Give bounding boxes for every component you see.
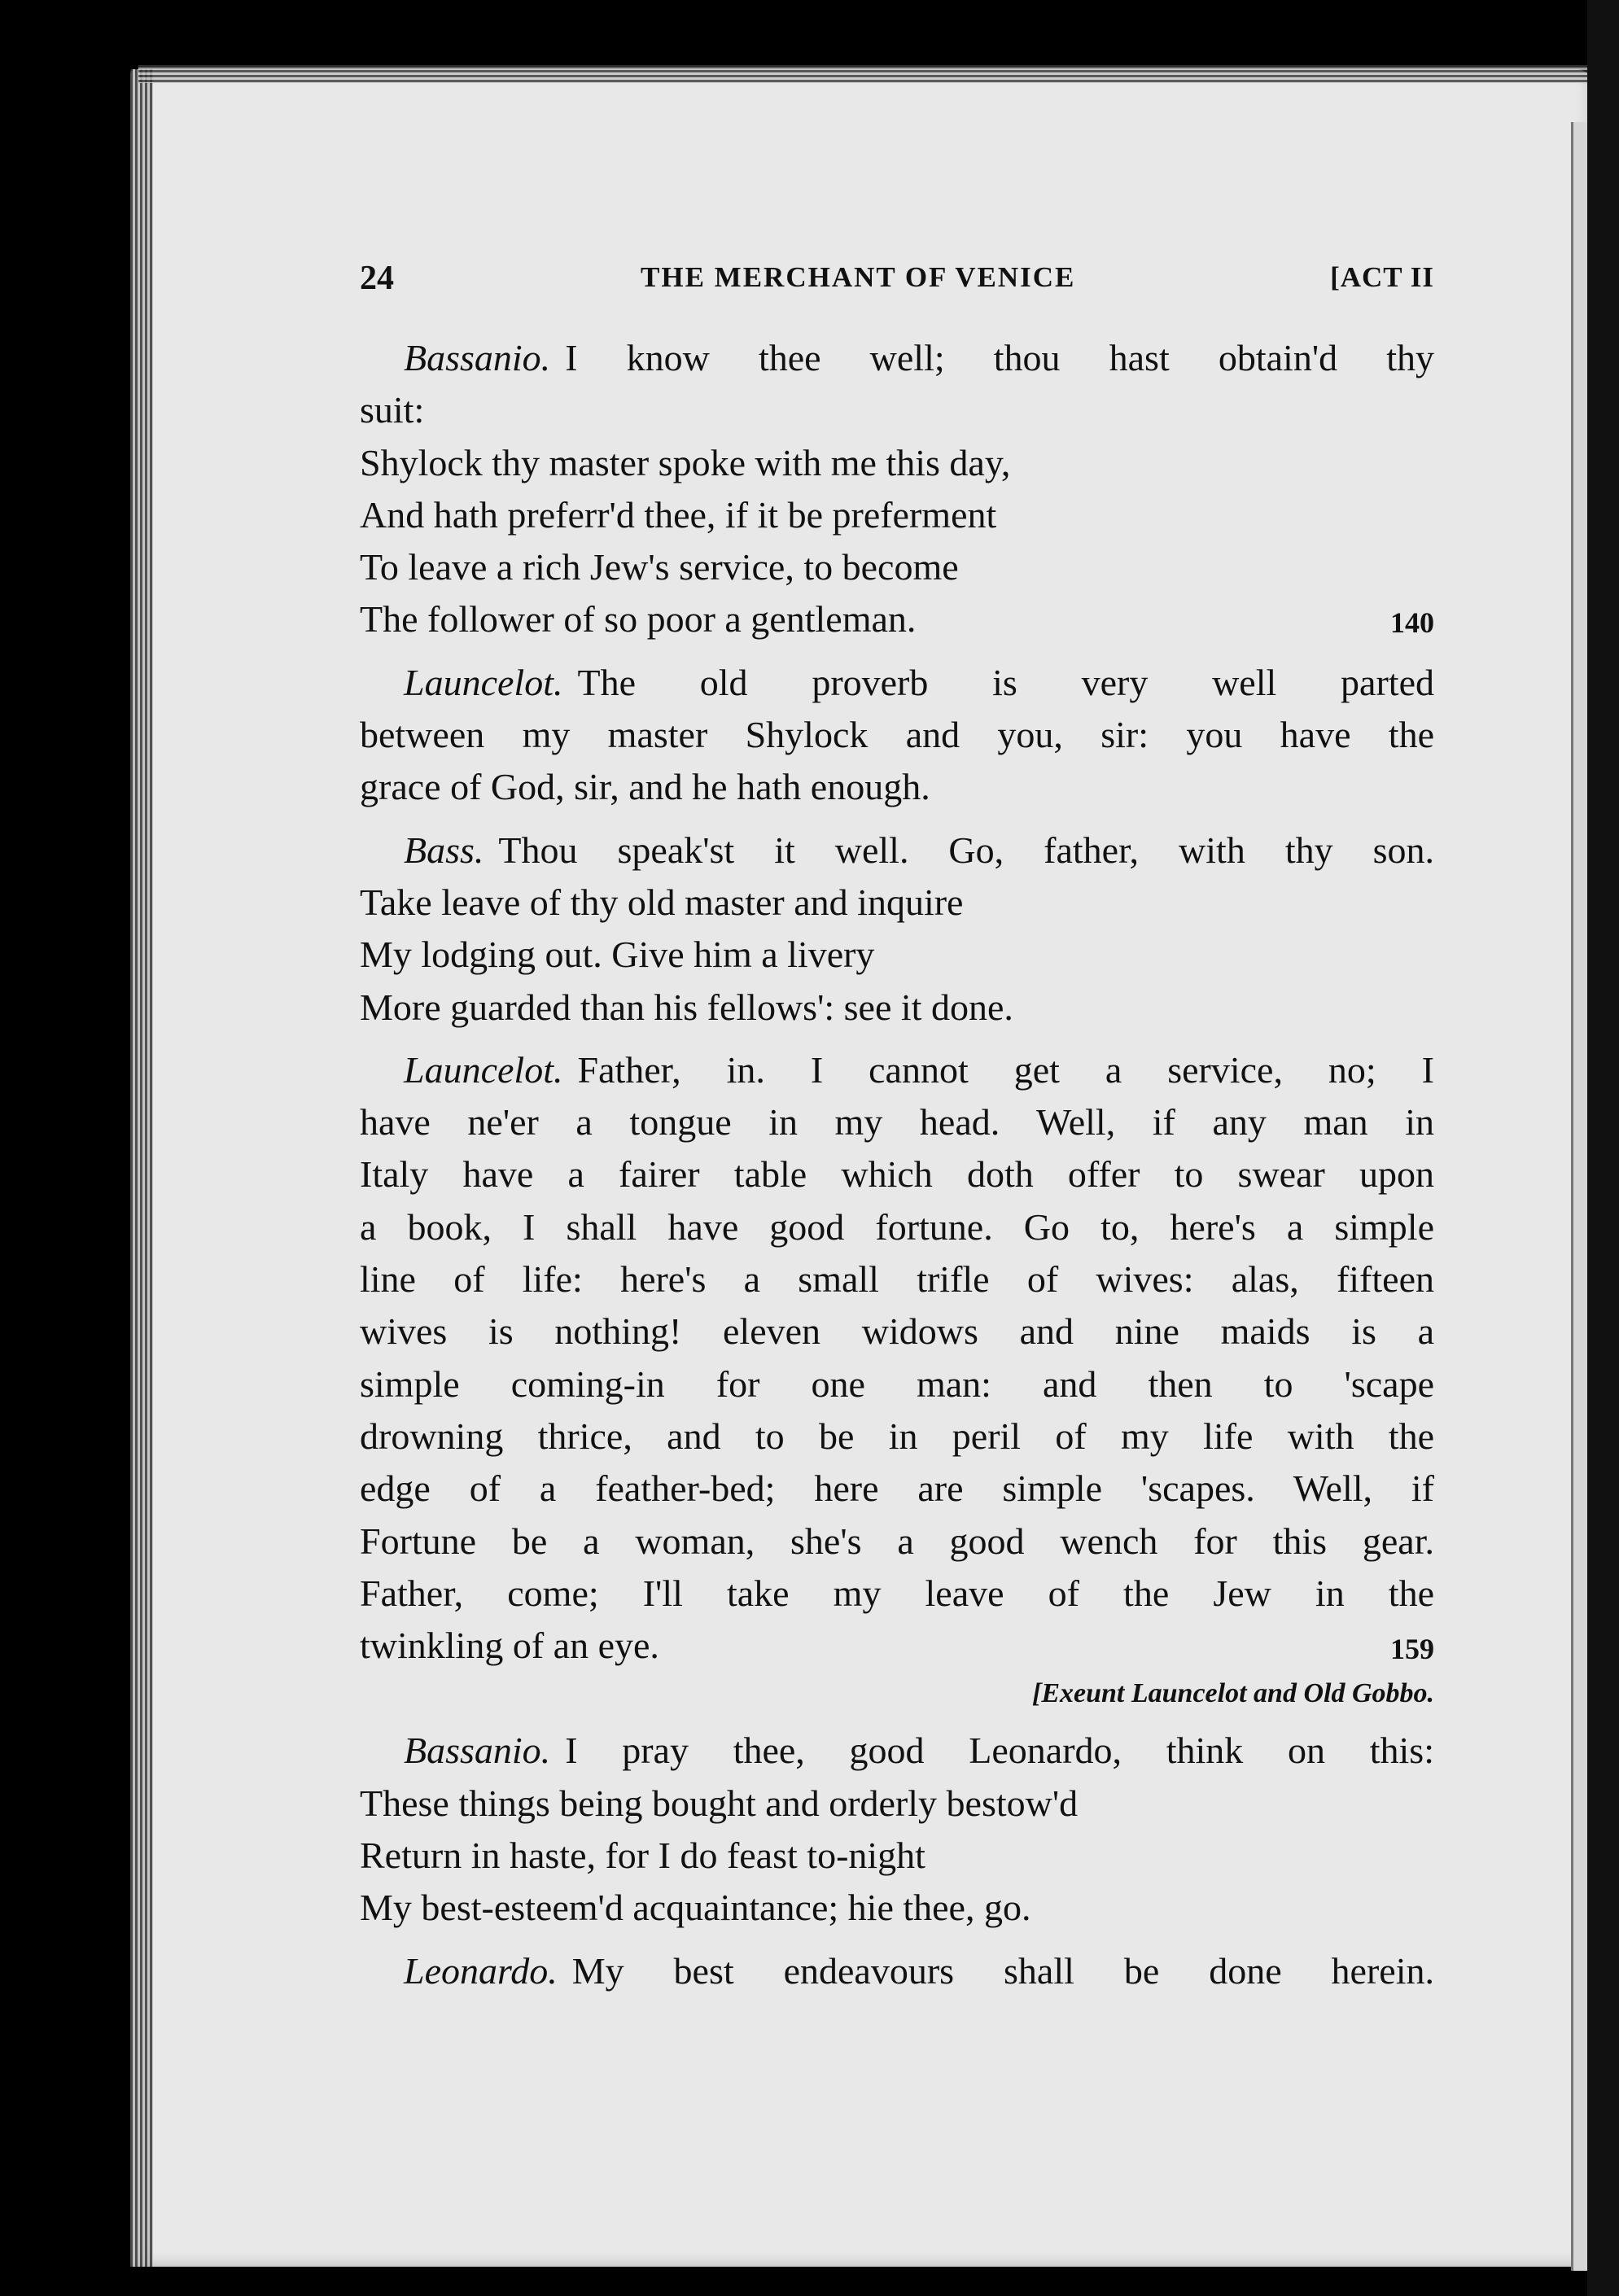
verse-line: [360, 437, 1434, 489]
verse-line: [360, 1515, 1434, 1568]
verse-line: [360, 1044, 1434, 1096]
verse-line: [360, 1253, 1434, 1305]
speech-block: [360, 824, 1434, 1034]
stage-direction: [Exeunt Launcelot and Old Gobbo.: [1032, 1678, 1434, 1709]
verse-line: [360, 1882, 1434, 1934]
verse-line: [360, 1358, 1434, 1410]
verse-line: [360, 657, 1434, 709]
running-title: THE MERCHANT OF VENICE: [641, 261, 1076, 293]
line-text: Father, come; I'll take my leave of the Jew in the: [360, 1572, 1434, 1614]
verse-line: [360, 1463, 1434, 1515]
page-number: 24: [360, 260, 394, 297]
line-text: a book, I shall have good fortune. Go to, here's a simple: [360, 1205, 1434, 1248]
verse-line: [360, 982, 1434, 1034]
verse-line: [360, 593, 1434, 645]
verse-line: [360, 709, 1434, 761]
speech-block: [360, 657, 1434, 814]
line-text: simple coming-in for one man: and then to 'scape: [360, 1362, 1434, 1405]
speaker-name: Bassanio.: [404, 337, 551, 378]
line-text: The old proverb is very well parted: [577, 661, 1434, 703]
verse-line: [360, 489, 1434, 541]
line-text: wives is nothing! eleven widows and nine maids is a: [360, 1310, 1434, 1353]
speaker-name: Leonardo.: [404, 1949, 558, 1992]
verse-line: [360, 1410, 1434, 1463]
line-text: The follower of so poor a gentleman.: [360, 598, 917, 641]
verse-line: [360, 384, 1434, 436]
line-number: 159: [1390, 1633, 1434, 1666]
line-text: have ne'er a tongue in my head. Well, if any man in: [360, 1101, 1434, 1144]
act-label: [ACT II: [1330, 261, 1434, 293]
line-text: Italy have a fairer table which doth offer to swear upon: [360, 1153, 1434, 1196]
line-text: I pray thee, good Leonardo, think on this:: [565, 1730, 1434, 1772]
speaker-name: Launcelot.: [404, 661, 563, 703]
verse-line: [360, 1830, 1434, 1882]
line-text: twinkling of an eye.: [360, 1625, 659, 1667]
verse-line: [360, 332, 1434, 384]
line-text: To leave a rich Jew's service, to become: [360, 546, 959, 588]
line-text: between my master Shylock and you, sir: you have the: [360, 714, 1434, 756]
speaker-name: Launcelot.: [404, 1048, 563, 1091]
verse-line: [360, 761, 1434, 813]
verse-line: [360, 1778, 1434, 1830]
verse-line: [360, 541, 1434, 593]
speaker-name: Bass.: [404, 829, 484, 871]
speaker-name: Bassanio.: [404, 1730, 551, 1772]
line-text: Father, in. I cannot get a service, no; I: [577, 1048, 1434, 1091]
line-text: Take leave of thy old master and inquire: [360, 881, 964, 923]
play-text-body: [360, 332, 1434, 2008]
line-text: I know thee well; thou hast obtain'd thy: [565, 337, 1434, 378]
line-text: My best endeavours shall be done herein.: [571, 1949, 1434, 1992]
verse-line: [360, 1568, 1434, 1620]
running-header: [360, 259, 1434, 304]
line-text: grace of God, sir, and he hath enough.: [360, 766, 930, 808]
line-text: line of life: here's a small trifle of wives: alas, fifteen: [360, 1258, 1434, 1301]
line-text: My best-esteem'd acquaintance; hie thee, go.: [360, 1887, 1031, 1929]
verse-line: [360, 1096, 1434, 1148]
verse-line: [360, 1945, 1434, 1997]
speech-block: [360, 1725, 1434, 1934]
line-text: These things being bought and orderly bestow'd: [360, 1782, 1079, 1824]
line-text: Return in haste, for I do feast to-night: [360, 1835, 925, 1877]
speech-block: [360, 1945, 1434, 1997]
line-text: My lodging out. Give him a livery: [360, 934, 875, 976]
line-text: Shylock thy master spoke with me this day,: [360, 441, 1011, 483]
verse-line: [360, 1201, 1434, 1253]
verse-line: [360, 929, 1434, 981]
line-text: edge of a feather-bed; here are simple 'scapes. Well, if: [360, 1467, 1434, 1510]
verse-line: [360, 824, 1434, 877]
line-text: drowning thrice, and to be in peril of my life with the: [360, 1415, 1434, 1457]
line-text: suit:: [360, 389, 425, 431]
verse-line: [360, 1725, 1434, 1777]
line-text: Fortune be a woman, she's a good wench for this gear.: [360, 1520, 1434, 1562]
verse-line: [360, 1305, 1434, 1358]
verse-line: [360, 1148, 1434, 1200]
verse-line: [360, 1620, 1434, 1672]
speech-block: [360, 1044, 1434, 1715]
line-text: Thou speak'st it well. Go, father, with thy son.: [498, 829, 1434, 871]
verse-line: [360, 877, 1434, 929]
speech-block: [360, 332, 1434, 646]
line-number: 140: [1390, 606, 1434, 640]
line-text: And hath preferr'd thee, if it be preferment: [360, 493, 997, 536]
line-text: More guarded than his fellows': see it done.: [360, 986, 1013, 1028]
